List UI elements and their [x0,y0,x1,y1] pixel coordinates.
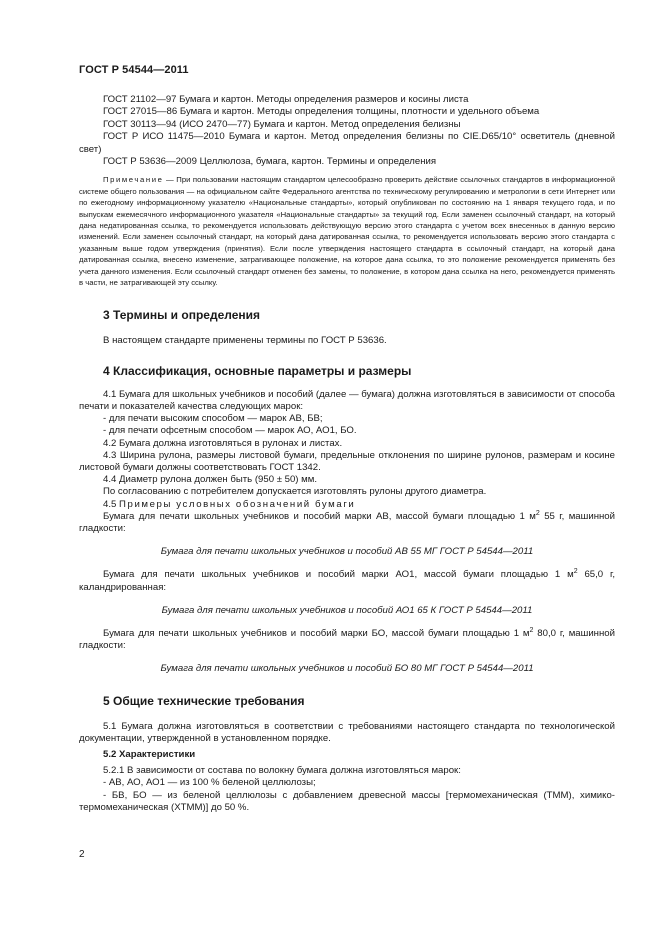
superscript: 2 [573,568,578,576]
clause-4-4-note: По согласованию с потребителем допускается изготовлять рулоны другого диаметра. [103,486,487,498]
list-item: - для печати офсетным способом — марок АО, АО1, БО. [103,425,357,437]
section-3-text: В настоящем стандарте применены термины по ГОСТ Р 53636. [103,334,387,346]
example-2-code: Бумага для печати школьных учебников и пособий АО1 65 К ГОСТ Р 54544—2011 [161,604,533,616]
clause-4-5 [79,499,615,511]
list-item: - АВ, АО, АО1 — из 100 % беленой целлюлозы; [103,777,316,789]
clause-4-3: 4.3 Ширина рулона, размеры листовой бумаги, предельные отклонения по ширине рулонов, размерам и косине листовой бумаги должны соответствовать ГОСТ 1342. [79,449,615,473]
example-2-description: Бумага для печати школьных учебников и пособий марки АО1, массой бумаги площадью 1 $м^2$ 65,0 г, каландрированная: [79,568,615,593]
superscript: 2 [535,509,540,517]
section-4-heading: 4 Классификация, основные параметры и размеры [103,363,412,378]
reference-item: ГОСТ Р 53636—2009 Целлюлоза, бумага, картон. Термины и определения [103,156,437,168]
clause-4-5-label: Примеры условных обозначений бумаги [119,498,356,510]
example-1-code: Бумага для печати школьных учебников и пособий АВ 55 МГ ГОСТ Р 54544—2011 [160,546,534,558]
reference-item: ГОСТ 30113—94 (ИСО 2470—77) Бумага и картон. Метод определения белизны [103,118,461,130]
clause-4-2: 4.2 Бумага должна изготовляться в рулонах и листах. [103,437,343,449]
clause-4-4: 4.4 Диаметр рулона должен быть (950 ± 50) мм. [103,474,318,486]
page-number: 2 [79,849,85,860]
page-content [79,94,615,814]
clause-5-2-1: 5.2.1 В зависимости от состава по волокну бумага должна изготовляться марок: [103,765,461,777]
section-3-heading: 3 Термины и определения [103,307,261,322]
superscript: 2 [529,626,534,634]
example-1-description: Бумага для печати школьных учебников и пособий марки АВ, массой бумаги площадью 1 $м^2$ 55 г, машинной гладкости: [79,509,615,534]
clause-4-5-number: 4.5 [103,498,120,510]
reference-item: ГОСТ 27015—86 Бумага и картон. Методы определения толщины, плотности и удельного объема [103,106,540,118]
section-5-heading: 5 Общие технические требования [103,693,305,708]
reference-item: ГОСТ 21102—97 Бумага и картон. Методы определения размеров и косины листа [103,94,469,105]
note-text: — При пользовании настоящим стандартом целесообразно проверить действие ссылочных стандартов в информационной системе общего пользования — на официальном сайте Федерального агентства по техническому регулированию и метрологии в сети Интернет или по ежегодному информационному указателю «Национальные стандарты», который опубликован по состоянию на 1 января текущего года, и по выпускам ежемесячного информационного указателя «Национальные стандарты» за текущий год. Если заменен ссылочный стандарт, на который дана недатированная ссылка, то рекомендуется использовать действующую версию этого стандарта с учетом всех внесенных в данную версию изменений. Если заменен ссылочный стандарт, на который дана датированная ссылка, то рекомендуется использовать версию этого стандарта с указанным выше годом утверждения (принятия). Если после утверждения настоящего стандарта в ссылочный стандарт, на который дана датированная ссылка, внесено изменение, затрагивающее положение, на которое дана ссылка, то это положение рекомендуется применять без учета данного изменения. Если ссылочный стандарт отменен без замены, то положение, в котором дана ссылка на него, рекомендуется применять в части, не затрагивающей эту ссылку. [79,175,615,288]
note-paragraph [79,174,615,288]
list-item: - БВ, БО — из беленой целлюлозы с добавлением древесной массы [термомеханическая (ТММ), химико-термомеханическая (ХТММ)] до 50 %. [79,789,615,813]
example-3-code: Бумага для печати школьных учебников и пособий БО 80 МГ ГОСТ Р 54544—2011 [160,663,534,675]
clause-4-1: 4.1 Бумага для школьных учебников и пособий (далее — бумага) должна изготовляться в зависимости от способа печати и показателей качества следующих марок: [79,388,615,412]
list-item: - для печати высоким способом — марок АВ, БВ; [103,413,323,425]
reference-item: ГОСТ Р ИСО 11475—2010 Бумага и картон. Метод определения белизны по CIE.D65/10° осветитель (дневной свет) [79,131,615,155]
example-3-description: Бумага для печати школьных учебников и пособий марки БО, массой бумаги площадью 1 $м^2$ 80,0 г, машинной гладкости: [79,626,615,652]
clause-5-2: 5.2 Характеристики [103,748,196,760]
running-header: ГОСТ Р 54544—2011 [79,64,189,76]
note-label: Примечание [103,175,164,185]
clause-5-1: 5.1 Бумага должна изготовляться в соответствии с требованиями настоящего стандарта по технологической документации, утвержденной в установленном порядке. [79,720,615,744]
